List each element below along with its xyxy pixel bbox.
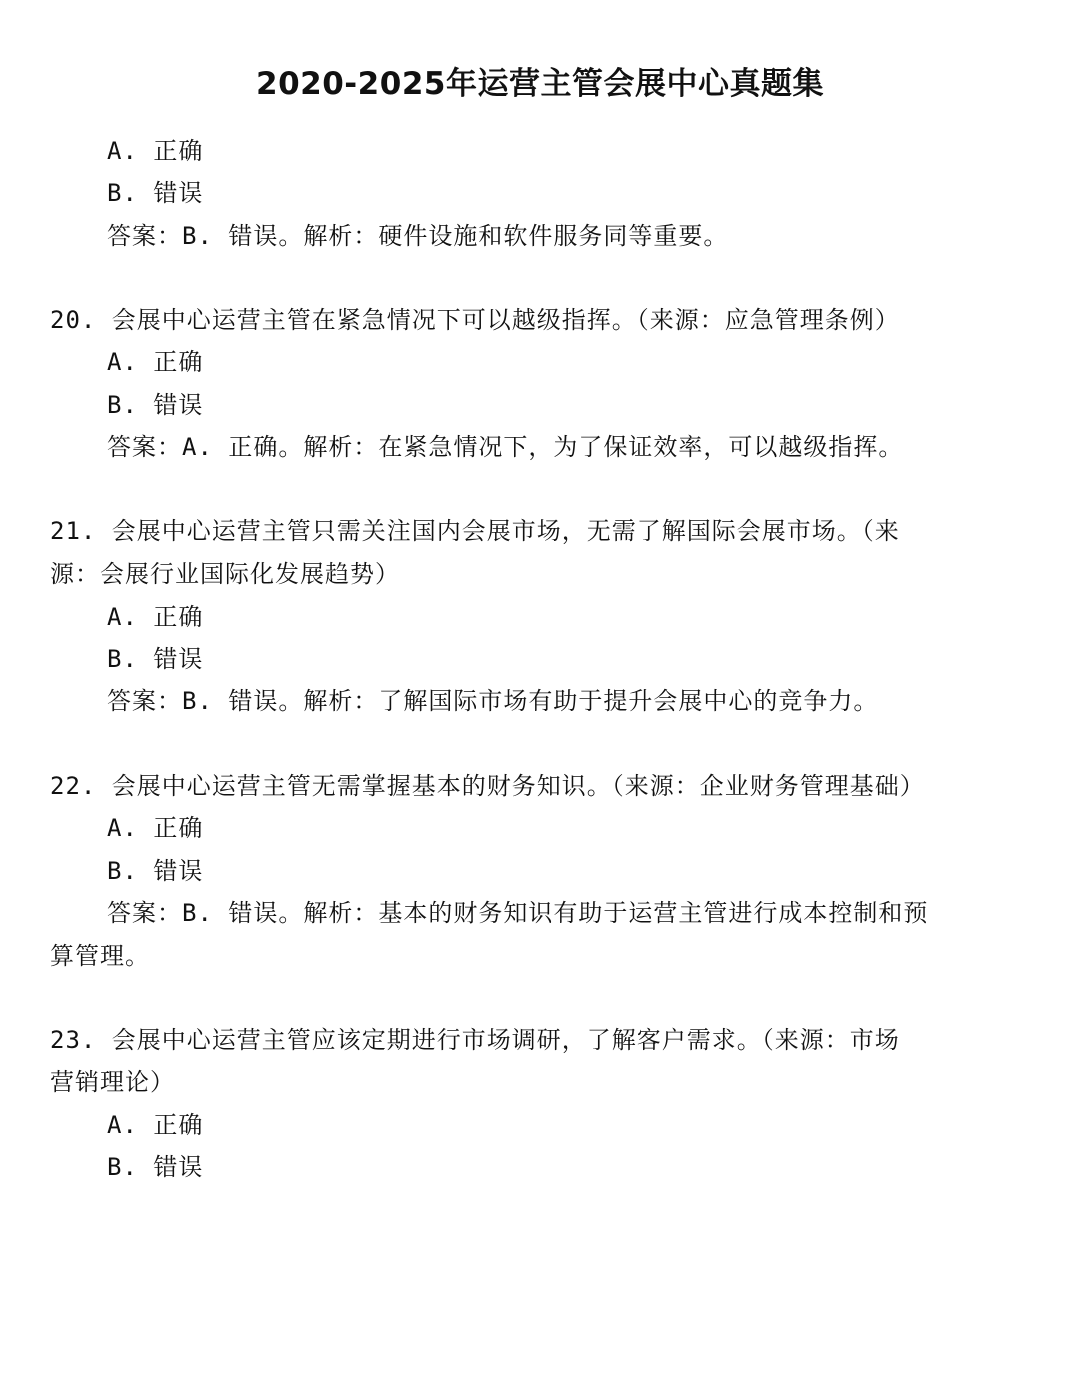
answer-line-continued: 算管理。 <box>50 942 150 970</box>
option-b: B. 错误 <box>107 391 204 419</box>
question-20: 20. 会展中心运营主管在紧急情况下可以越级指挥。（来源：应急管理条例） <box>50 306 900 334</box>
option-b: B. 错误 <box>107 1153 204 1181</box>
answer-line: 答案：B. 错误。解析：基本的财务知识有助于运营主管进行成本控制和预 <box>107 899 929 927</box>
question-22: 22. 会展中心运营主管无需掌握基本的财务知识。（来源：企业财务管理基础） <box>50 772 925 800</box>
option-b: B. 错误 <box>107 857 204 885</box>
option-a: A. 正确 <box>107 603 204 631</box>
question-23-continued: 营销理论） <box>50 1068 175 1096</box>
option-b: B. 错误 <box>107 645 204 673</box>
option-a: A. 正确 <box>107 1111 204 1139</box>
question-23: 23. 会展中心运营主管应该定期进行市场调研，了解客户需求。（来源：市场 <box>50 1026 900 1054</box>
question-21-continued: 源：会展行业国际化发展趋势） <box>50 560 400 588</box>
option-a: A. 正确 <box>107 137 204 165</box>
page-title: 2020-2025年运营主管会展中心真题集 <box>256 66 824 102</box>
answer-line: 答案：B. 错误。解析：了解国际市场有助于提升会展中心的竞争力。 <box>107 687 879 715</box>
option-a: A. 正确 <box>107 348 204 376</box>
option-a: A. 正确 <box>107 814 204 842</box>
answer-line: 答案：B. 错误。解析：硬件设施和软件服务同等重要。 <box>107 222 729 250</box>
answer-line: 答案：A. 正确。解析：在紧急情况下，为了保证效率，可以越级指挥。 <box>107 433 904 461</box>
question-21: 21. 会展中心运营主管只需关注国内会展市场，无需了解国际会展市场。（来 <box>50 517 900 545</box>
option-b: B. 错误 <box>107 179 204 207</box>
